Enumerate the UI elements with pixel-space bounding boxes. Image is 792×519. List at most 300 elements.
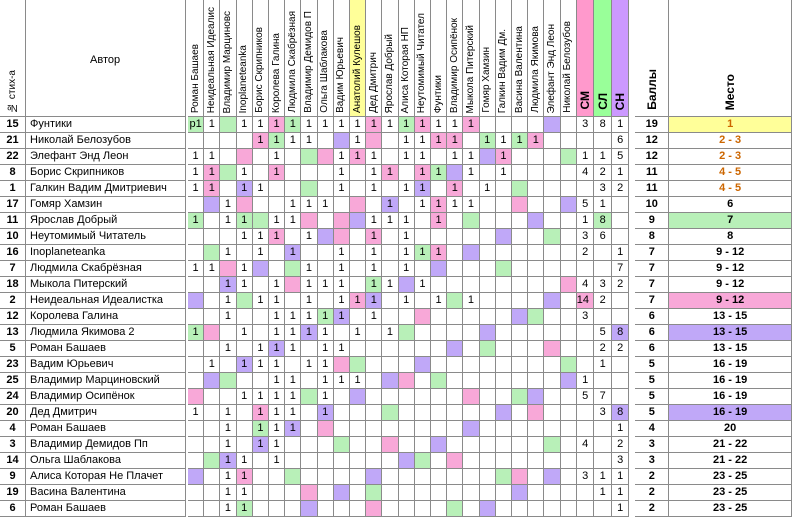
score: 19	[635, 117, 669, 133]
vote-cell	[544, 261, 560, 277]
vote-cell	[204, 421, 220, 437]
vote-cell: 1	[269, 453, 285, 469]
score: 11	[635, 181, 669, 197]
vote-cell	[463, 469, 479, 485]
vote-cell: 1	[350, 133, 366, 149]
header-judge	[204, 0, 220, 117]
vote-cell	[350, 277, 366, 293]
place: 9 - 12	[669, 261, 792, 277]
vote-cell: 1	[220, 213, 236, 229]
vote-cell	[447, 341, 463, 357]
vote-cell	[480, 405, 496, 421]
vote-cell: 1	[415, 133, 431, 149]
score: 7	[635, 277, 669, 293]
vote-cell	[382, 469, 398, 485]
vote-cell	[431, 453, 447, 469]
vote-cell	[512, 469, 528, 485]
vote-cell	[544, 373, 560, 389]
vote-cell: 1	[399, 229, 415, 245]
vote-cell	[544, 165, 560, 181]
vote-cell: 1	[253, 437, 269, 453]
vote-cell	[204, 293, 220, 309]
vote-cell: 1	[237, 325, 253, 341]
place: 13 - 15	[669, 309, 792, 325]
vote-cell: 1	[350, 149, 366, 165]
vote-cell	[480, 437, 496, 453]
vote-cell	[415, 341, 431, 357]
vote-cell: 1	[382, 213, 398, 229]
vote-cell: 1	[301, 293, 317, 309]
sl-total: 1	[594, 149, 612, 165]
vote-cell	[512, 421, 528, 437]
sl-total: 7	[594, 389, 612, 405]
vote-cell	[447, 277, 463, 293]
header-label: Гомяр Хамзин	[481, 47, 493, 113]
vote-cell	[204, 389, 220, 405]
vote-cell	[220, 373, 236, 389]
vote-cell: 1	[399, 261, 415, 277]
vote-cell	[253, 373, 269, 389]
header-judge	[561, 0, 577, 117]
row-number: 3	[0, 437, 26, 453]
vote-cell	[188, 197, 204, 213]
vote-cell	[528, 309, 544, 325]
vote-cell	[496, 357, 512, 373]
sn-total: 1	[612, 421, 630, 437]
sl-total: 2	[594, 293, 612, 309]
header-label: Васина Валентина	[513, 25, 525, 113]
sl-total: 6	[594, 229, 612, 245]
vote-cell	[285, 293, 301, 309]
sn-total: 3	[612, 453, 630, 469]
vote-cell	[544, 117, 560, 133]
row-author: Мыкола Питерский	[26, 277, 186, 293]
vote-cell	[237, 133, 253, 149]
vote-cell	[496, 437, 512, 453]
vote-cell: 1	[204, 181, 220, 197]
vote-cell	[204, 437, 220, 453]
sm-total	[577, 501, 595, 517]
vote-cell	[237, 309, 253, 325]
vote-cell	[334, 325, 350, 341]
sm-total: 1	[577, 373, 595, 389]
vote-cell	[415, 261, 431, 277]
score: 2	[635, 501, 669, 517]
vote-cell	[480, 165, 496, 181]
vote-cell	[528, 165, 544, 181]
vote-cell	[480, 453, 496, 469]
row-author: Борис Скрипников	[26, 165, 186, 181]
vote-cell	[366, 501, 382, 517]
vote-cell	[253, 165, 269, 181]
sm-total: 4	[577, 277, 595, 293]
vote-cell	[480, 469, 496, 485]
sn-total: 1	[612, 501, 630, 517]
vote-cell: 1	[188, 149, 204, 165]
vote-cell: 1	[269, 165, 285, 181]
header-judge	[237, 0, 253, 117]
score: 7	[635, 245, 669, 261]
vote-cell: 1	[318, 357, 334, 373]
sm-total: 5	[577, 197, 595, 213]
row-number: 11	[0, 213, 26, 229]
sm-total	[577, 181, 595, 197]
row-author: Галкин Вадим Дмитриевич	[26, 181, 186, 197]
sm-total	[577, 485, 595, 501]
vote-cell	[528, 149, 544, 165]
sm-total	[577, 261, 595, 277]
vote-cell: 1	[285, 309, 301, 325]
vote-cell	[318, 149, 334, 165]
vote-cell	[463, 309, 479, 325]
vote-cell	[512, 389, 528, 405]
row-author: Николай Белозубов	[26, 133, 186, 149]
score: 8	[635, 229, 669, 245]
vote-cell	[496, 373, 512, 389]
place: 9 - 12	[669, 245, 792, 261]
header-judge	[366, 0, 382, 117]
vote-cell	[561, 501, 577, 517]
vote-cell: 1	[318, 405, 334, 421]
vote-cell	[350, 485, 366, 501]
vote-cell	[431, 421, 447, 437]
vote-cell	[561, 437, 577, 453]
vote-cell	[512, 245, 528, 261]
vote-cell	[528, 421, 544, 437]
vote-cell	[463, 133, 479, 149]
vote-cell: 1	[382, 325, 398, 341]
vote-cell: 1	[415, 165, 431, 181]
row-number: 13	[0, 325, 26, 341]
vote-cell	[415, 485, 431, 501]
vote-cell: 1	[188, 165, 204, 181]
vote-cell: 1	[204, 149, 220, 165]
header-label: Анатолий Кулешов	[351, 24, 363, 113]
vote-cell	[350, 197, 366, 213]
vote-cell	[480, 245, 496, 261]
vote-cell: 1	[237, 469, 253, 485]
sm-total: 4	[577, 437, 595, 453]
row-number: 14	[0, 453, 26, 469]
sl-total: 1	[594, 485, 612, 501]
place: 16 - 19	[669, 389, 792, 405]
header-judge	[253, 0, 269, 117]
row-number: 23	[0, 357, 26, 373]
vote-cell	[431, 373, 447, 389]
vote-cell	[382, 309, 398, 325]
vote-cell: 1	[253, 133, 269, 149]
vote-cell: 1	[447, 197, 463, 213]
sm-total: 1	[577, 149, 595, 165]
vote-cell	[463, 357, 479, 373]
place: 2 - 3	[669, 149, 792, 165]
vote-cell: 1	[399, 149, 415, 165]
vote-cell	[431, 325, 447, 341]
vote-cell: 1	[480, 133, 496, 149]
vote-cell	[382, 501, 398, 517]
vote-cell	[431, 229, 447, 245]
vote-cell	[285, 469, 301, 485]
vote-cell: 1	[301, 309, 317, 325]
sl-total	[594, 437, 612, 453]
vote-cell	[447, 213, 463, 229]
vote-cell	[220, 165, 236, 181]
vote-cell: 1	[463, 165, 479, 181]
sm-total: 14	[577, 293, 595, 309]
vote-cell	[318, 501, 334, 517]
vote-cell: 1	[220, 421, 236, 437]
header-score	[635, 0, 669, 117]
score: 9	[635, 213, 669, 229]
vote-cell	[253, 485, 269, 501]
vote-cell: 1	[253, 405, 269, 421]
vote-cell	[447, 453, 463, 469]
sl-total: 1	[594, 469, 612, 485]
vote-cell	[480, 197, 496, 213]
vote-cell: 1	[220, 309, 236, 325]
vote-cell	[237, 437, 253, 453]
score: 12	[635, 149, 669, 165]
vote-cell	[253, 325, 269, 341]
vote-cell	[496, 229, 512, 245]
vote-cell: 1	[382, 277, 398, 293]
vote-cell	[285, 437, 301, 453]
vote-cell: 1	[269, 293, 285, 309]
vote-cell: 1	[204, 261, 220, 277]
place: 1	[669, 117, 792, 133]
vote-cell: 1	[204, 165, 220, 181]
vote-cell: 1	[318, 389, 334, 405]
vote-cell: 1	[399, 181, 415, 197]
vote-cell: 1	[269, 373, 285, 389]
row-number: 1	[0, 181, 26, 197]
header-label: Николай Белозубов	[562, 21, 574, 113]
vote-cell: 1	[334, 149, 350, 165]
vote-cell	[496, 421, 512, 437]
row-number: 17	[0, 197, 26, 213]
vote-cell	[544, 485, 560, 501]
vote-cell: 1	[334, 277, 350, 293]
vote-cell	[431, 405, 447, 421]
vote-cell: 1	[220, 277, 236, 293]
vote-cell	[366, 325, 382, 341]
vote-cell: 1	[301, 229, 317, 245]
vote-cell	[366, 469, 382, 485]
row-author: Неидеальная Идеалистка	[26, 293, 186, 309]
vote-cell	[318, 437, 334, 453]
header-judge	[334, 0, 350, 117]
row-author: Васина Валентина	[26, 485, 186, 501]
vote-cell	[431, 485, 447, 501]
header-label: Фунтики	[432, 74, 444, 113]
vote-cell: 1	[301, 117, 317, 133]
header-judge	[188, 0, 204, 117]
sl-total	[594, 261, 612, 277]
row-author: Дед Дмитрич	[26, 405, 186, 421]
vote-cell	[350, 501, 366, 517]
vote-cell	[561, 309, 577, 325]
vote-cell	[463, 261, 479, 277]
vote-cell	[366, 485, 382, 501]
vote-cell	[188, 245, 204, 261]
vote-cell	[237, 197, 253, 213]
vote-cell	[301, 501, 317, 517]
vote-cell	[496, 469, 512, 485]
vote-cell: 1	[253, 389, 269, 405]
vote-cell	[528, 501, 544, 517]
sm-total: 3	[577, 229, 595, 245]
vote-cell: 1	[399, 133, 415, 149]
vote-cell: 1	[334, 341, 350, 357]
vote-cell	[204, 341, 220, 357]
sl-total	[594, 245, 612, 261]
vote-cell	[366, 373, 382, 389]
sl-total	[594, 501, 612, 517]
vote-cell	[188, 501, 204, 517]
sl-total: 2	[594, 341, 612, 357]
vote-cell	[285, 229, 301, 245]
score: 5	[635, 405, 669, 421]
vote-cell	[188, 373, 204, 389]
vote-cell	[204, 325, 220, 341]
vote-cell	[188, 277, 204, 293]
score: 4	[635, 421, 669, 437]
vote-cell: 1	[415, 197, 431, 213]
vote-cell: 1	[220, 405, 236, 421]
vote-cell	[496, 389, 512, 405]
vote-cell: 1	[285, 373, 301, 389]
header-judge	[301, 0, 317, 117]
vote-cell	[350, 181, 366, 197]
header-judge	[350, 0, 366, 117]
vote-cell: 1	[301, 261, 317, 277]
vote-cell: 1	[285, 421, 301, 437]
row-number: 8	[0, 165, 26, 181]
vote-cell: 1	[447, 181, 463, 197]
vote-cell	[447, 309, 463, 325]
vote-cell	[415, 229, 431, 245]
row-number: 19	[0, 485, 26, 501]
vote-cell: 1	[366, 309, 382, 325]
vote-cell	[269, 245, 285, 261]
row-author: Владимир Марциновский	[26, 373, 186, 389]
vote-cell	[512, 437, 528, 453]
vote-cell	[463, 485, 479, 501]
header-judge	[399, 0, 415, 117]
vote-cell	[496, 341, 512, 357]
vote-cell	[447, 293, 463, 309]
vote-cell: 1	[269, 325, 285, 341]
vote-cell: 1	[496, 149, 512, 165]
vote-cell: 1	[382, 197, 398, 213]
vote-cell	[253, 501, 269, 517]
vote-cell: 1	[528, 133, 544, 149]
row-author: Алиса Которая Не Плачет	[26, 469, 186, 485]
vote-cell: 1	[220, 485, 236, 501]
vote-cell	[415, 469, 431, 485]
vote-cell	[399, 197, 415, 213]
sl-total	[594, 373, 612, 389]
vote-cell	[528, 357, 544, 373]
vote-cell: 1	[318, 277, 334, 293]
vote-cell	[269, 469, 285, 485]
vote-cell	[528, 437, 544, 453]
vote-cell: 1	[285, 389, 301, 405]
vote-cell: 1	[204, 357, 220, 373]
header-author	[26, 0, 186, 117]
vote-cell	[544, 437, 560, 453]
vote-cell: 1	[237, 357, 253, 373]
place: 8	[669, 229, 792, 245]
vote-cell	[431, 437, 447, 453]
header-label: Борис Скрипников	[254, 27, 266, 113]
vote-cell	[447, 405, 463, 421]
vote-cell	[285, 501, 301, 517]
vote-cell	[285, 277, 301, 293]
vote-cell	[382, 405, 398, 421]
vote-cell	[528, 245, 544, 261]
vote-cell: 1	[366, 181, 382, 197]
vote-cell	[528, 181, 544, 197]
vote-cell	[561, 485, 577, 501]
vote-cell	[415, 437, 431, 453]
row-author: Неутомимый Читатель	[26, 229, 186, 245]
vote-cell	[382, 229, 398, 245]
vote-cell	[512, 117, 528, 133]
header-label: Владимир Марциновс	[221, 10, 233, 113]
vote-cell	[188, 357, 204, 373]
vote-cell: 1	[334, 309, 350, 325]
vote-cell	[399, 309, 415, 325]
vote-cell	[496, 261, 512, 277]
place: 16 - 19	[669, 357, 792, 373]
vote-cell	[496, 245, 512, 261]
vote-cell	[399, 453, 415, 469]
vote-cell	[399, 165, 415, 181]
vote-cell	[496, 293, 512, 309]
row-author: Элефант Энд Леон	[26, 149, 186, 165]
vote-cell	[512, 501, 528, 517]
vote-cell: 1	[285, 117, 301, 133]
vote-cell: 1	[399, 245, 415, 261]
vote-cell	[496, 325, 512, 341]
place: 9 - 12	[669, 293, 792, 309]
vote-cell: 1	[415, 149, 431, 165]
vote-cell: 1	[301, 197, 317, 213]
vote-cell	[237, 245, 253, 261]
place: 4 - 5	[669, 165, 792, 181]
vote-cell: 1	[318, 373, 334, 389]
vote-cell	[188, 309, 204, 325]
vote-cell: 1	[188, 213, 204, 229]
vote-cell: 1	[269, 229, 285, 245]
sm-total	[577, 453, 595, 469]
sn-total	[612, 309, 630, 325]
vote-cell	[528, 325, 544, 341]
vote-cell	[447, 261, 463, 277]
vote-cell: 1	[366, 117, 382, 133]
header-judge	[269, 0, 285, 117]
place: 16 - 19	[669, 373, 792, 389]
row-number: 2	[0, 293, 26, 309]
vote-cell	[188, 421, 204, 437]
vote-cell: 1	[285, 245, 301, 261]
vote-cell	[415, 213, 431, 229]
vote-cell	[544, 421, 560, 437]
vote-cell	[334, 133, 350, 149]
header-label: СН	[613, 92, 628, 110]
row-number: 15	[0, 117, 26, 133]
